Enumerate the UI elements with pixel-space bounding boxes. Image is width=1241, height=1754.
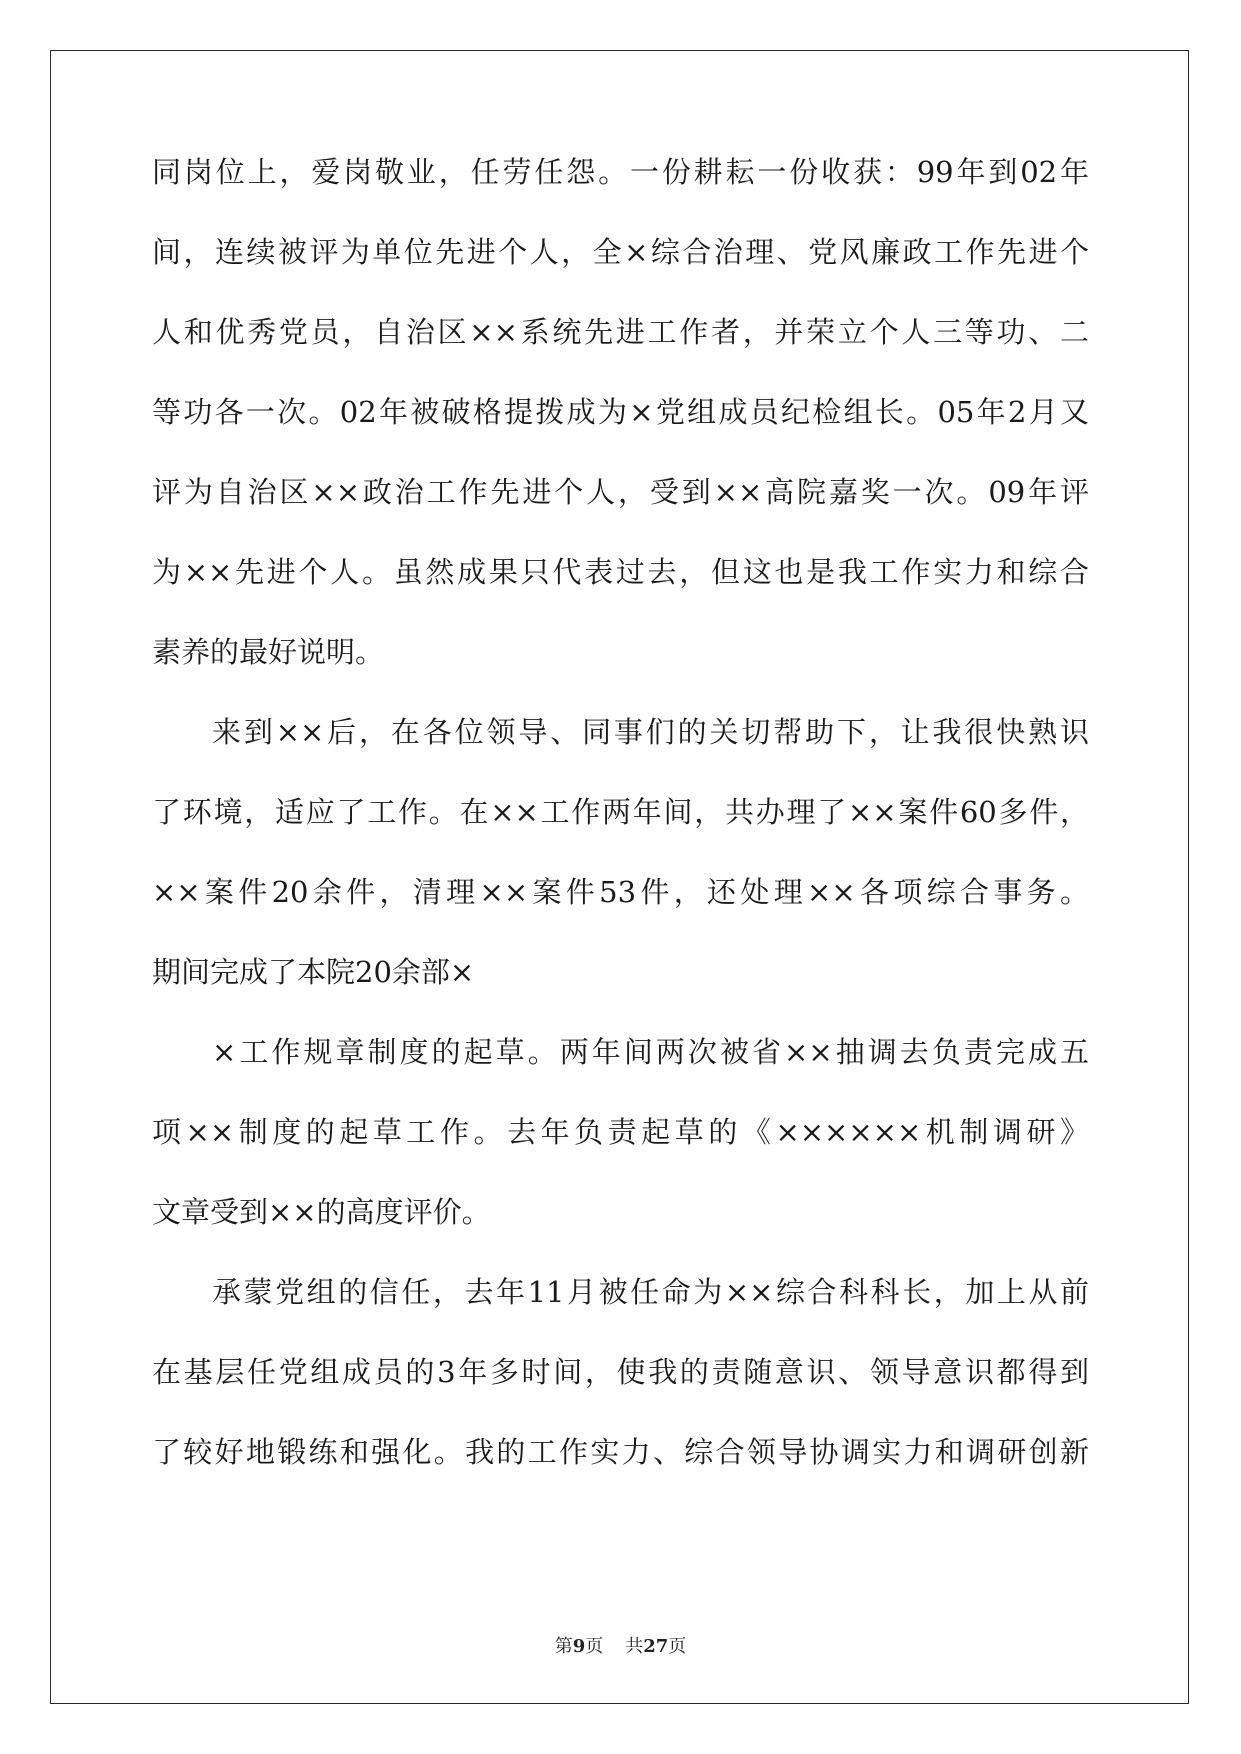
text-line: 评为自治区××政治工作先进个人，受到××高院嘉奖一次。09年评 bbox=[152, 475, 1089, 509]
paragraph-first-line: 承蒙党组的信任，去年11月被任命为××综合科科长，加上从前 bbox=[212, 1275, 1089, 1309]
page-prefix: 第 bbox=[554, 1636, 573, 1657]
text-line: 了较好地锻练和强化。我的工作实力、综合领导协调实力和调研创新 bbox=[152, 1435, 1089, 1469]
text-line: ××案件20余件，清理××案件53件，还处理××各项综合事务。 bbox=[152, 875, 1089, 909]
text-line: 项××制度的起草工作。去年负责起草的《××××××机制调研》 bbox=[152, 1115, 1089, 1149]
text-line: 等功各一次。02年被破格提拨成为×党组成员纪检组长。05年2月又 bbox=[152, 395, 1089, 429]
text-line: 间，连续被评为单位先进个人，全×综合治理、党风廉政工作先进个 bbox=[152, 235, 1089, 269]
paragraph-first-line: ×工作规章制度的起草。两年间两次被省××抽调去负责完成五 bbox=[212, 1035, 1089, 1069]
text-line: 人和优秀党员，自治区××系统先进工作者，并荣立个人三等功、二 bbox=[152, 315, 1089, 349]
page-footer bbox=[0, 1632, 1241, 1658]
current-page-number: 9 bbox=[572, 1636, 586, 1657]
paragraph-first-line: 来到××后，在各位领导、同事们的关切帮助下，让我很快熟识 bbox=[212, 715, 1089, 749]
text-line: 素养的最好说明。 bbox=[152, 635, 385, 669]
text-line: 文章受到××的高度评价。 bbox=[152, 1195, 491, 1229]
text-line: 期间完成了本院20余部× bbox=[152, 955, 475, 989]
text-line: 了环境，适应了工作。在××工作两年间，共办理了××案件60多件， bbox=[152, 795, 1089, 829]
total-suffix: 页 bbox=[668, 1636, 687, 1657]
text-line: 在基层任党组成员的3年多时间，使我的责随意识、领导意识都得到 bbox=[152, 1355, 1089, 1389]
text-line: 为××先进个人。虽然成果只代表过去，但这也是我工作实力和综合 bbox=[152, 555, 1089, 589]
page-suffix: 页 bbox=[585, 1636, 604, 1657]
total-prefix: 共 bbox=[625, 1636, 644, 1657]
total-page-count: 27 bbox=[643, 1636, 669, 1657]
text-line: 同岗位上，爱岗敬业，任劳任怨。一份耕耘一份收获：99年到02年 bbox=[152, 155, 1089, 189]
